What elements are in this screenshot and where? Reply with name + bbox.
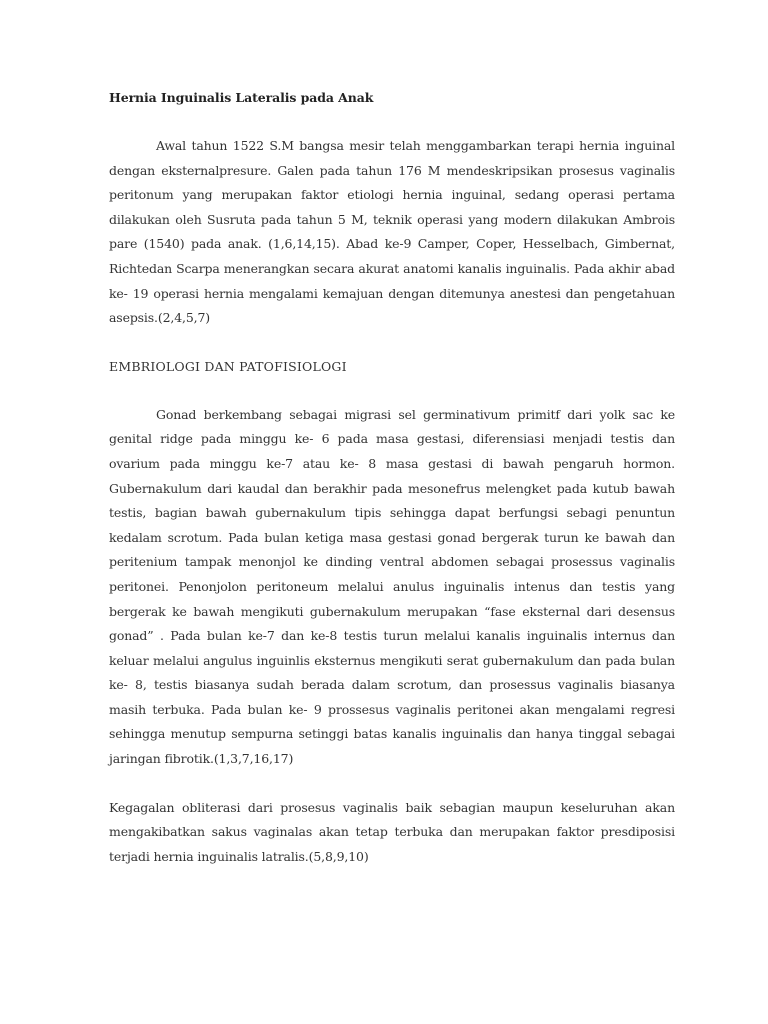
paragraph-embryology: Gonad berkembang sebagai migrasi sel germinativum primitf dari yolk sac ke genital ridge pada minggu ke- 6 pada masa gestasi, diferensiasi menjadi testis dan ovarium pada minggu ke-7 atau ke- 8 masa gestasi di bawah pengaruh hormon. Gubernakulum dari kaudal dan berakhir pada mesonefrus melengket pada kutub bawah testis, bagian bawah gubernakulum tipis sehingga dapat berfungsi sebagi penuntun kedalam scrotum. Pada bulan ketiga masa gestasi gonad bergerak turun ke bawah dan peritenium tampak menonjol ke dinding ventral abdomen sebagai prosessus vaginalis peritonei. Penonjolon peritoneum melalui anulus inguinalis intenus dan testis yang bergerak ke bawah mengikuti gubernakulum merupakan “fase eksternal dari desensus gonad” . Pada bulan ke-7 dan ke-8 testis turun melalui kanalis inguinalis internus dan keluar melalui angulus inguinlis eksternus mengikuti serat gubernakulum dan pada bulan ke- 8, testis biasanya sudah berada dalam scrotum, dan prosessus vaginalis biasanya masih terbuka. Pada bulan ke- 9 prossesus vaginalis peritonei akan mengalami regresi sehingga menutup sempurna setinggi batas kanalis inguinalis dan hanya tinggal sebagai jaringan fibrotik.(1,3,7,16,17) xyxy=(109,406,675,767)
document-body xyxy=(109,86,675,869)
paragraph-obliteration: Kegagalan obliterasi dari prosesus vaginalis baik sebagian maupun keseluruhan akan mengakibatkan sakus vaginalas akan tetap terbuka dan merupakan faktor presdiposisi terjadi hernia inguinalis latralis.(5,8,9,10) xyxy=(109,799,675,864)
spacer xyxy=(109,379,675,403)
document-title: Hernia Inguinalis Lateralis pada Anak xyxy=(109,90,374,105)
spacer xyxy=(109,772,675,796)
spacer xyxy=(109,110,675,134)
spacer xyxy=(109,331,675,355)
section-heading-embriologi: EMBRIOLOGI DAN PATOFISIOLOGI xyxy=(109,358,347,374)
paragraph-history: Awal tahun 1522 S.M bangsa mesir telah menggambarkan terapi hernia inguinal dengan eksternalpresure. Galen pada tahun 176 M mendeskripsikan prosesus vaginalis peritonum yang merupakan faktor etiologi hernia inguinal, sedang operasi pertama dilakukan oleh Susruta pada tahun 5 M, teknik operasi yang modern dilakukan Ambrois pare (1540) pada anak. (1,6,14,15). Abad ke-9 Camper, Coper, Hesselbach, Gimbernat, Richtedan Scarpa menerangkan secara akurat anatomi kanalis inguinalis. Pada akhir abad ke- 19 operasi hernia mengalami kemajuan dengan ditemunya anestesi dan pengetahuan asepsis.(2,4,5,7) xyxy=(109,138,675,326)
